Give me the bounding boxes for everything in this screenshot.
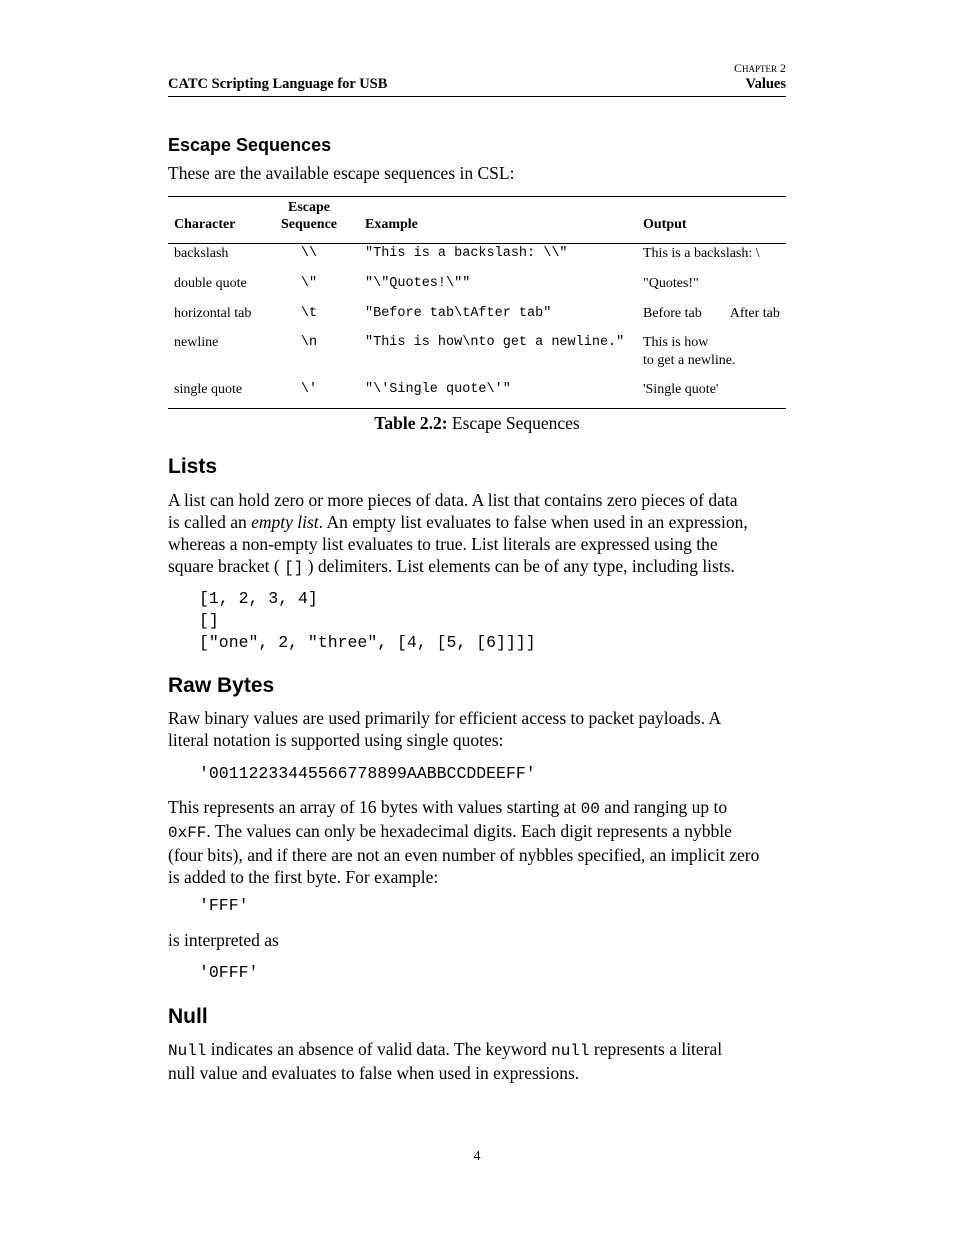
code-line: 'FFF' — [199, 896, 249, 915]
raw-bytes-interp: is interpreted as — [168, 930, 279, 950]
cell-sequence: \" — [300, 276, 318, 291]
running-head-section: Values — [745, 76, 786, 92]
table-caption: Table 2.2: Escape Sequences — [374, 413, 580, 433]
cell-example: "\'Single quote\'" — [365, 382, 511, 397]
heading-lists: Lists — [168, 455, 218, 478]
table-header-rule — [168, 243, 786, 244]
raw-bytes-explanation: This represents an array of 16 bytes with values starting at 00 and ranging up to 0xFF. The values can only be hexadecimal digits. Each digit represents a nybble (four bits), and if there are not an even number of nybbles specified, an implicit zero is added to the first byte. For example: — [168, 797, 760, 887]
code-line: ["one", 2, "three", [4, [5, [6]]]] — [199, 633, 536, 652]
table-top-rule — [168, 196, 786, 197]
page-number: 4 — [473, 1149, 481, 1164]
cell-sequence: \' — [300, 382, 318, 397]
cell-output: This is a backslash: \ — [643, 246, 760, 261]
header-rule — [168, 96, 786, 97]
code-line: '0FFF' — [199, 963, 259, 982]
cell-character: double quote — [174, 276, 247, 291]
cell-character: single quote — [174, 382, 243, 397]
heading-escape-sequences: Escape Sequences — [168, 135, 332, 155]
th-escape-sequence: Escape Sequence — [281, 200, 337, 232]
cell-example: "\"Quotes!\"" — [365, 276, 471, 291]
cell-example: "Before tab\tAfter tab" — [365, 306, 552, 321]
cell-example: "This is a backslash: \\" — [365, 246, 568, 261]
raw-bytes-intro: Raw binary values are used primarily for efficient access to packet payloads. A literal notation is supported using single quotes: — [168, 708, 722, 750]
code-line: '00112233445566778899AABBCCDDEEFF' — [199, 764, 536, 783]
code-line: [] — [199, 611, 219, 630]
lists-paragraph: A list can hold zero or more pieces of data. A list that contains zero pieces of data is called an empty list. An empty list evaluates to false when used in an expression, whereas a non-empty list evaluates to true. List literals are expressed using the square bracket ( [] ) delimiters. List elements can be of any type, including lists. — [168, 490, 748, 577]
code-line: [1, 2, 3, 4] — [199, 589, 318, 608]
cell-character: newline — [174, 335, 219, 350]
cell-output: Before tab After tab — [643, 306, 780, 321]
heading-raw-bytes: Raw Bytes — [168, 674, 275, 697]
cell-sequence: \n — [300, 335, 318, 350]
chapter-label: CHAPTER 2 — [733, 61, 786, 75]
th-example: Example — [365, 217, 418, 232]
heading-null: Null — [168, 1005, 208, 1028]
th-character: Character — [174, 217, 236, 232]
cell-character: backslash — [174, 246, 229, 261]
null-paragraph: Null indicates an absence of valid data. The keyword null represents a literal null value and evaluates to false when used in expressions. — [168, 1039, 723, 1083]
cell-output: 'Single quote' — [643, 382, 719, 397]
cell-sequence: \t — [300, 306, 318, 321]
escape-intro: These are the available escape sequences in CSL: — [168, 163, 515, 183]
cell-example: "This is how\nto get a newline." — [365, 335, 625, 350]
cell-character: horizontal tab — [174, 306, 252, 321]
cell-sequence: \\ — [300, 246, 318, 261]
table-bottom-rule — [168, 408, 786, 409]
running-head-title: CATC Scripting Language for USB — [168, 76, 388, 92]
cell-output: This is how to get a newline. — [643, 335, 736, 368]
th-output: Output — [643, 217, 687, 232]
cell-output: "Quotes!" — [643, 276, 699, 291]
